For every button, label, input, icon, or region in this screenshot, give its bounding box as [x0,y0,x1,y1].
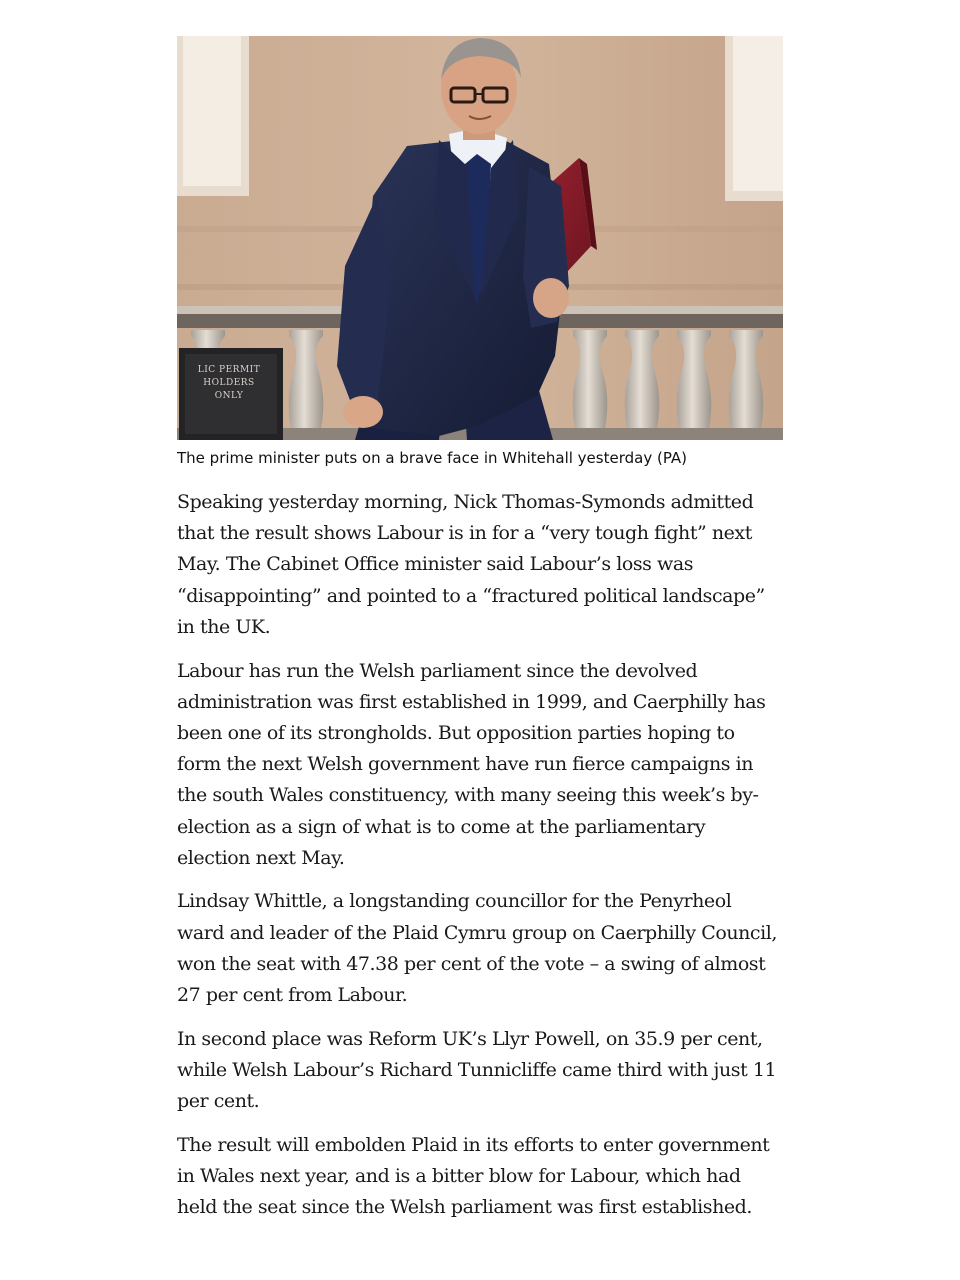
photo-caption: The prime minister puts on a brave face in Whitehall yesterday (PA) [177,449,688,467]
article-figure [177,36,783,468]
body-paragraph: In second place was Reform UK’s Llyr Powell, on 35.9 per cent, while Welsh Labour’s Richard Tunnicliffe came third with just 11 per cent. [177,1027,777,1113]
body-paragraph: Labour has run the Welsh parliament since the devolved administration was first established in 1999, and Caerphilly has been one of its strongholds. But opposition parties hoping to form the next Welsh government have run fierce campaigns in the south Wales constituency, with many seeing this week’s by-election as a sign of what is to come at the parliamentary election next May. [177,659,766,869]
article-photo [177,36,783,440]
sign-line: HOLDERS [203,378,255,388]
sign-line: LIC PERMIT [197,365,261,375]
article [177,36,783,1223]
body-paragraph: Speaking yesterday morning, Nick Thomas-Symonds admitted that the result shows Labour is in for a “very tough fight” next May. The Cabinet Office minister said Labour’s loss was “disappointing” and pointed to a “fractured political landscape” in the UK. [177,491,765,638]
body-paragraph: Lindsay Whittle, a longstanding councillor for the Penyrheol ward and leader of the Plaid Cymru group on Caerphilly Council, won the seat with 47.38 per cent of the vote – a swing of almost 27 per cent from Labour. [177,890,777,1007]
sign-line: ONLY [214,391,244,401]
parking-sign-text [183,364,275,403]
body-paragraph: The result will embolden Plaid in its efforts to enter government in Wales next year, and is a bitter blow for Labour, which had held the seat since the Welsh parliament was first established. [177,1133,770,1219]
